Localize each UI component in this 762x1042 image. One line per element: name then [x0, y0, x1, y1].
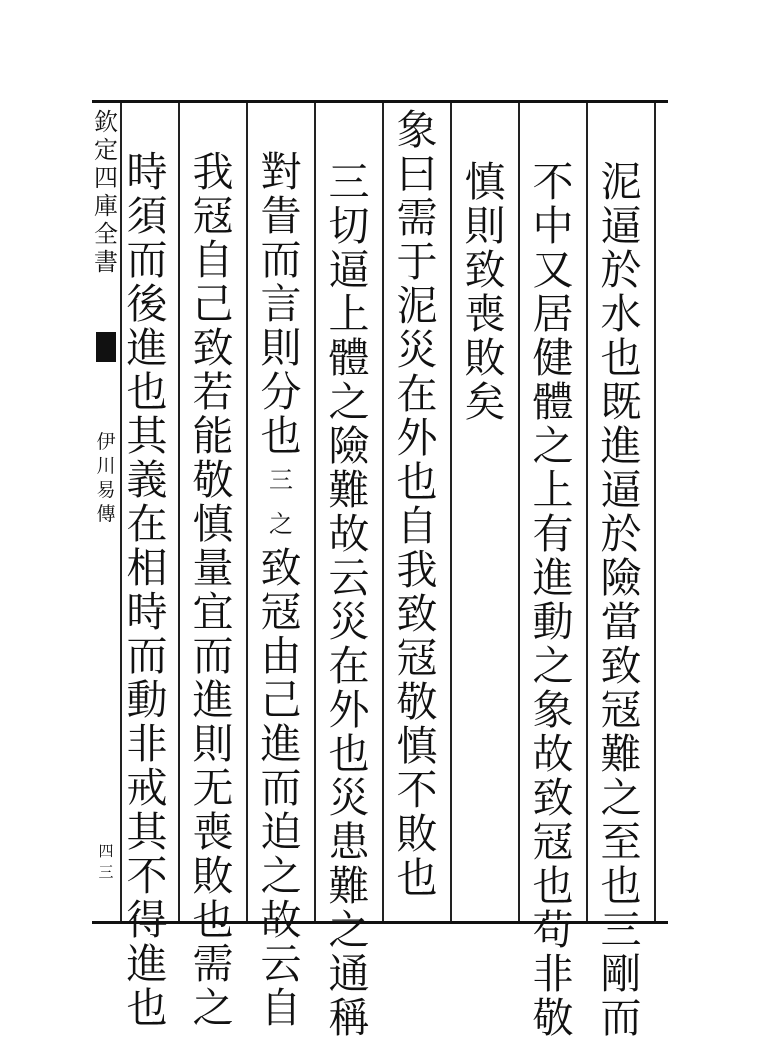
text-char: 對 [260, 148, 302, 196]
text-column [588, 160, 654, 1040]
text-char: 冦 [396, 634, 438, 682]
text-char: 三 [269, 466, 293, 494]
text-char: 之 [532, 642, 574, 690]
margin-char: 易 [96, 479, 116, 501]
text-char: 需 [192, 940, 234, 988]
text-column [452, 160, 518, 424]
text-char: 外 [396, 414, 438, 462]
text-char: 敬 [192, 456, 234, 504]
text-char: 之 [600, 774, 642, 822]
text-char: 之 [328, 906, 370, 954]
text-char: 云 [328, 554, 370, 602]
text-char: 戒 [126, 764, 168, 812]
text-column [520, 160, 586, 1040]
text-char: 難 [600, 730, 642, 778]
text-char: 也 [600, 334, 642, 382]
text-char: 中 [532, 202, 574, 250]
text-char: 非 [126, 720, 168, 768]
text-char: 之 [269, 510, 293, 538]
text-column [180, 150, 246, 1030]
text-char: 己 [192, 280, 234, 328]
text-char: 災 [328, 774, 370, 822]
text-char: 得 [126, 896, 168, 944]
text-char: 也 [532, 862, 574, 910]
text-char: 敬 [532, 994, 574, 1042]
text-char: 分 [260, 368, 302, 416]
text-char: 外 [328, 686, 370, 734]
text-char: 稱 [328, 994, 370, 1042]
text-char: 无 [192, 764, 234, 812]
text-char: 逼 [328, 246, 370, 294]
text-char: 泥 [600, 158, 642, 206]
text-char: 也 [396, 458, 438, 506]
text-char: 非 [532, 950, 574, 998]
text-char: 敗 [192, 852, 234, 900]
text-char: 於 [600, 510, 642, 558]
page-number: 四三 [98, 842, 114, 881]
text-char: 其 [126, 808, 168, 856]
text-char: 我 [396, 546, 438, 594]
text-char: 進 [192, 676, 234, 724]
text-char: 我 [192, 148, 234, 196]
margin-char: 全 [94, 220, 118, 248]
text-char: 需 [396, 194, 438, 242]
text-char: 曰 [396, 150, 438, 198]
text-char: 在 [396, 370, 438, 418]
text-char: 致 [600, 642, 642, 690]
text-char: 險 [600, 554, 642, 602]
text-char: 致 [396, 590, 438, 638]
text-char: 通 [328, 950, 370, 998]
text-char: 既 [600, 378, 642, 426]
text-char: 而 [126, 236, 168, 284]
text-char: 而 [600, 994, 642, 1042]
text-char: 之 [328, 378, 370, 426]
text-char: 不 [532, 158, 574, 206]
text-char: 而 [126, 632, 168, 680]
text-char: 難 [328, 862, 370, 910]
text-char: 自 [192, 236, 234, 284]
text-char: 冦 [532, 818, 574, 866]
text-char: 敗 [396, 810, 438, 858]
text-char: 故 [532, 730, 574, 778]
margin-char: 書 [94, 248, 118, 276]
text-char: 象 [532, 686, 574, 734]
text-char: 宜 [192, 588, 234, 636]
text-char: 之 [260, 852, 302, 900]
text-char: 進 [260, 720, 302, 768]
text-char: 上 [532, 466, 574, 514]
text-char: 不 [396, 766, 438, 814]
text-column [248, 150, 314, 1030]
text-char: 於 [600, 246, 642, 294]
text-char: 上 [328, 290, 370, 338]
text-char: 而 [260, 236, 302, 284]
text-char: 又 [532, 246, 574, 294]
column-rule [654, 103, 656, 921]
text-char: 之 [532, 422, 574, 470]
margin-char: 伊 [96, 431, 116, 453]
text-char: 有 [532, 510, 574, 558]
text-char: 矣 [464, 378, 506, 426]
text-char: 也 [600, 862, 642, 910]
text-char: 也 [328, 730, 370, 778]
text-char: 其 [126, 412, 168, 460]
text-char: 也 [260, 412, 302, 460]
text-char: 致 [192, 324, 234, 372]
text-char: 動 [532, 598, 574, 646]
text-char: 量 [192, 544, 234, 592]
text-char: 敗 [464, 334, 506, 382]
text-char: 逼 [600, 466, 642, 514]
text-char: 則 [464, 202, 506, 250]
text-column [384, 108, 450, 900]
text-char: 而 [192, 632, 234, 680]
text-char: 慎 [464, 158, 506, 206]
margin-char: 傳 [96, 503, 116, 525]
margin-char: 庫 [94, 192, 118, 220]
text-char: 也 [396, 854, 438, 902]
margin-char: 定 [94, 136, 118, 164]
text-char: 致 [260, 544, 302, 592]
text-char: 時 [126, 148, 168, 196]
margin-char: 川 [96, 455, 116, 477]
text-char: 也 [126, 984, 168, 1032]
page-frame [92, 100, 668, 1042]
text-char: 象 [396, 106, 438, 154]
text-char: 而 [260, 764, 302, 812]
text-char: 險 [328, 422, 370, 470]
text-char: 不 [126, 852, 168, 900]
text-char: 進 [126, 324, 168, 372]
text-char: 相 [126, 544, 168, 592]
text-char: 苟 [532, 906, 574, 954]
text-char: 于 [396, 238, 438, 286]
text-char: 動 [126, 676, 168, 724]
text-char: 由 [260, 632, 302, 680]
text-char: 眚 [260, 192, 302, 240]
text-char: 時 [126, 588, 168, 636]
text-char: 故 [328, 510, 370, 558]
text-char: 三 [328, 158, 370, 206]
text-char: 難 [328, 466, 370, 514]
text-column [316, 160, 382, 1040]
text-char: 後 [126, 280, 168, 328]
text-char: 則 [192, 720, 234, 768]
text-char: 義 [126, 456, 168, 504]
text-char: 云 [260, 940, 302, 988]
text-char: 進 [126, 940, 168, 988]
margin-char: 欽 [94, 108, 118, 136]
text-char: 逼 [600, 202, 642, 250]
text-char: 水 [600, 290, 642, 338]
text-char: 進 [600, 422, 642, 470]
text-char: 慎 [396, 722, 438, 770]
text-char: 之 [192, 984, 234, 1032]
text-char: 災 [328, 598, 370, 646]
text-char: 自 [396, 502, 438, 550]
text-char: 剛 [600, 950, 642, 998]
margin-char: 四 [94, 164, 118, 192]
text-char: 冦 [192, 192, 234, 240]
text-char: 喪 [464, 290, 506, 338]
text-char: 則 [260, 324, 302, 372]
text-char: 迫 [260, 808, 302, 856]
text-char: 致 [464, 246, 506, 294]
text-char: 體 [328, 334, 370, 382]
text-char: 當 [600, 598, 642, 646]
text-char: 須 [126, 192, 168, 240]
text-char: 進 [532, 554, 574, 602]
text-char: 也 [126, 368, 168, 416]
text-char: 切 [328, 202, 370, 250]
text-char: 言 [260, 280, 302, 328]
text-char: 居 [532, 290, 574, 338]
text-char: 慎 [192, 500, 234, 548]
text-column [114, 150, 180, 1030]
text-char: 在 [328, 642, 370, 690]
fish-tail-mark [96, 332, 116, 362]
text-char: 體 [532, 378, 574, 426]
text-char: 致 [532, 774, 574, 822]
text-char: 自 [260, 984, 302, 1032]
text-char: 冦 [600, 686, 642, 734]
text-char: 三 [600, 906, 642, 954]
text-char: 喪 [192, 808, 234, 856]
text-char: 至 [600, 818, 642, 866]
text-char: 也 [192, 896, 234, 944]
text-char: 健 [532, 334, 574, 382]
text-char: 冦 [260, 588, 302, 636]
text-char: 若 [192, 368, 234, 416]
text-char: 己 [260, 676, 302, 724]
text-char: 災 [396, 326, 438, 374]
text-char: 在 [126, 500, 168, 548]
text-char: 能 [192, 412, 234, 460]
text-char: 患 [328, 818, 370, 866]
text-char: 泥 [396, 282, 438, 330]
text-char: 故 [260, 896, 302, 944]
text-char: 敬 [396, 678, 438, 726]
